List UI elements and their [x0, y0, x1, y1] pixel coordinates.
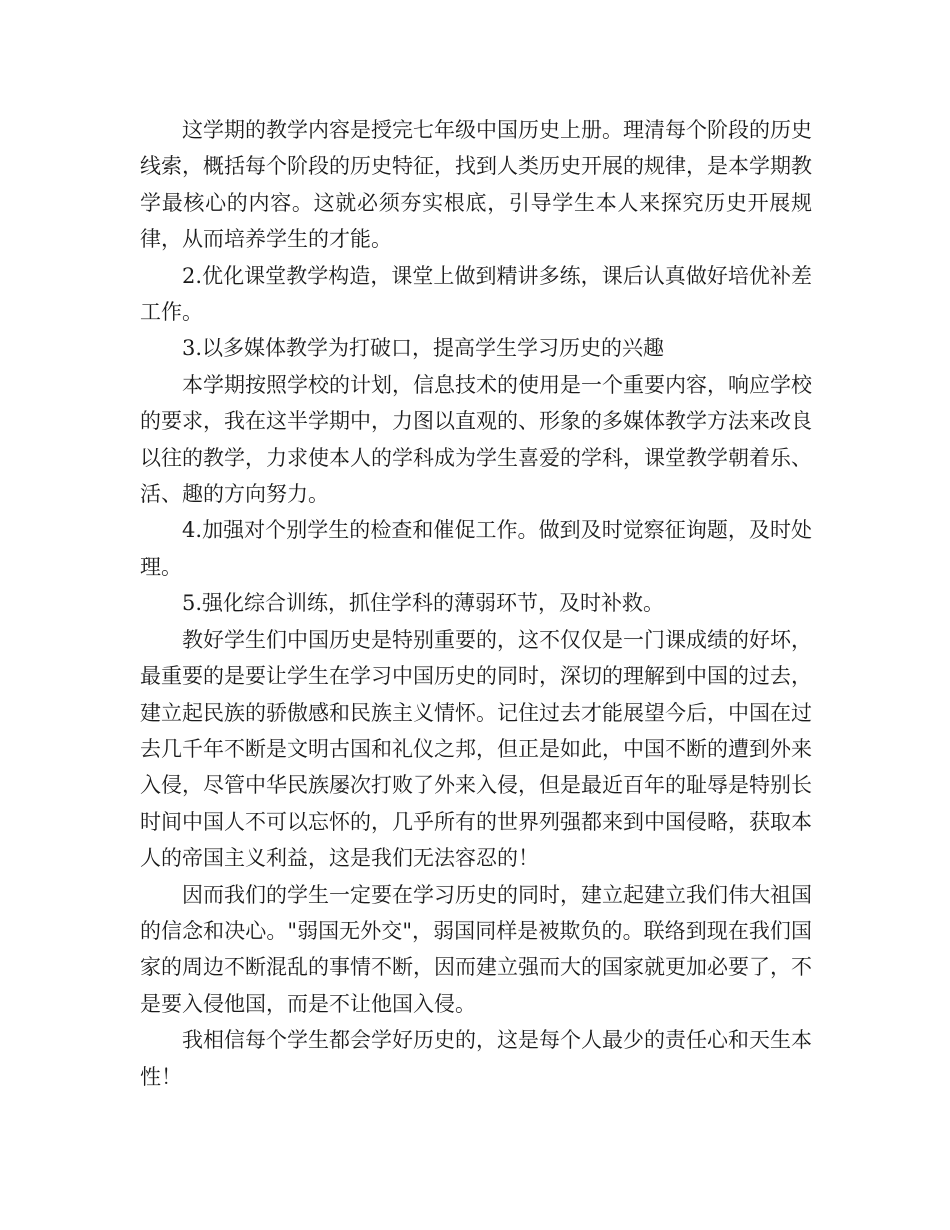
paragraph-item-5: 5.强化综合训练，抓住学科的薄弱环节，及时补救。: [182, 591, 665, 616]
paragraph-conclusion: 我相信每个学生都会学好历史的，这是每个人最少的责任心和天生本性！: [140, 1028, 812, 1089]
paragraph-history-importance: 教好学生们中国历史是特别重要的，这不仅仅是一门课成绩的好坏，最重要的是要让学生在学习中国历史的同时，深切的理解到中国的过去，建立起民族的骄傲感和民族主义情怀。记住过去才能展望今后，中国在过去几千年不断是文明古国和礼仪之邦，但正是如此，中国不断的遭到外来入侵，尽管中华民族屡次打败了外来入侵，但是最近百年的耻辱是特别长时间中国人不可以忘怀的，几乎所有的世界列强都来到中国侵略，获取本人的帝国主义利益，这是我们无法容忍的！: [140, 627, 812, 871]
paragraph-item-3: 3.以多媒体教学为打破口，提高学生学习历史的兴趣: [182, 336, 665, 361]
document-body: [140, 112, 812, 1095]
paragraph-teaching-content: 这学期的教学内容是授完七年级中国历史上册。理清每个阶段的历史线索，概括每个阶段的历史特征，找到人类历史开展的规律，是本学期教学最核心的内容。这就必须夯实根底，引导学生本人来探究历史开展规律，从而培养学生的才能。: [140, 118, 812, 252]
paragraph-item-4: 4.加强对个别学生的检查和催促工作。做到及时觉察征询题，及时处理。: [140, 518, 812, 579]
paragraph-multimedia: 本学期按照学校的计划，信息技术的使用是一个重要内容，响应学校的要求，我在这半学期中，力图以直观的、形象的多媒体教学方法来改良以往的教学，力求使本人的学科成为学生喜爱的学科，课堂教学朝着乐、活、趣的方向努力。: [140, 372, 812, 507]
paragraph-strong-nation: 因而我们的学生一定要在学习历史的同时，建立起建立我们伟大祖国的信念和决心。"弱国无外交"，弱国同样是被欺负的。联络到现在我们国家的周边不断混乱的事情不断，因而建立强而大的国家就更加必要了，不是要入侵他国，而是不让他国入侵。: [140, 882, 812, 1016]
paragraph-item-2: 2.优化课堂教学构造，课堂上做到精讲多练，课后认真做好培优补差工作。: [140, 263, 812, 325]
